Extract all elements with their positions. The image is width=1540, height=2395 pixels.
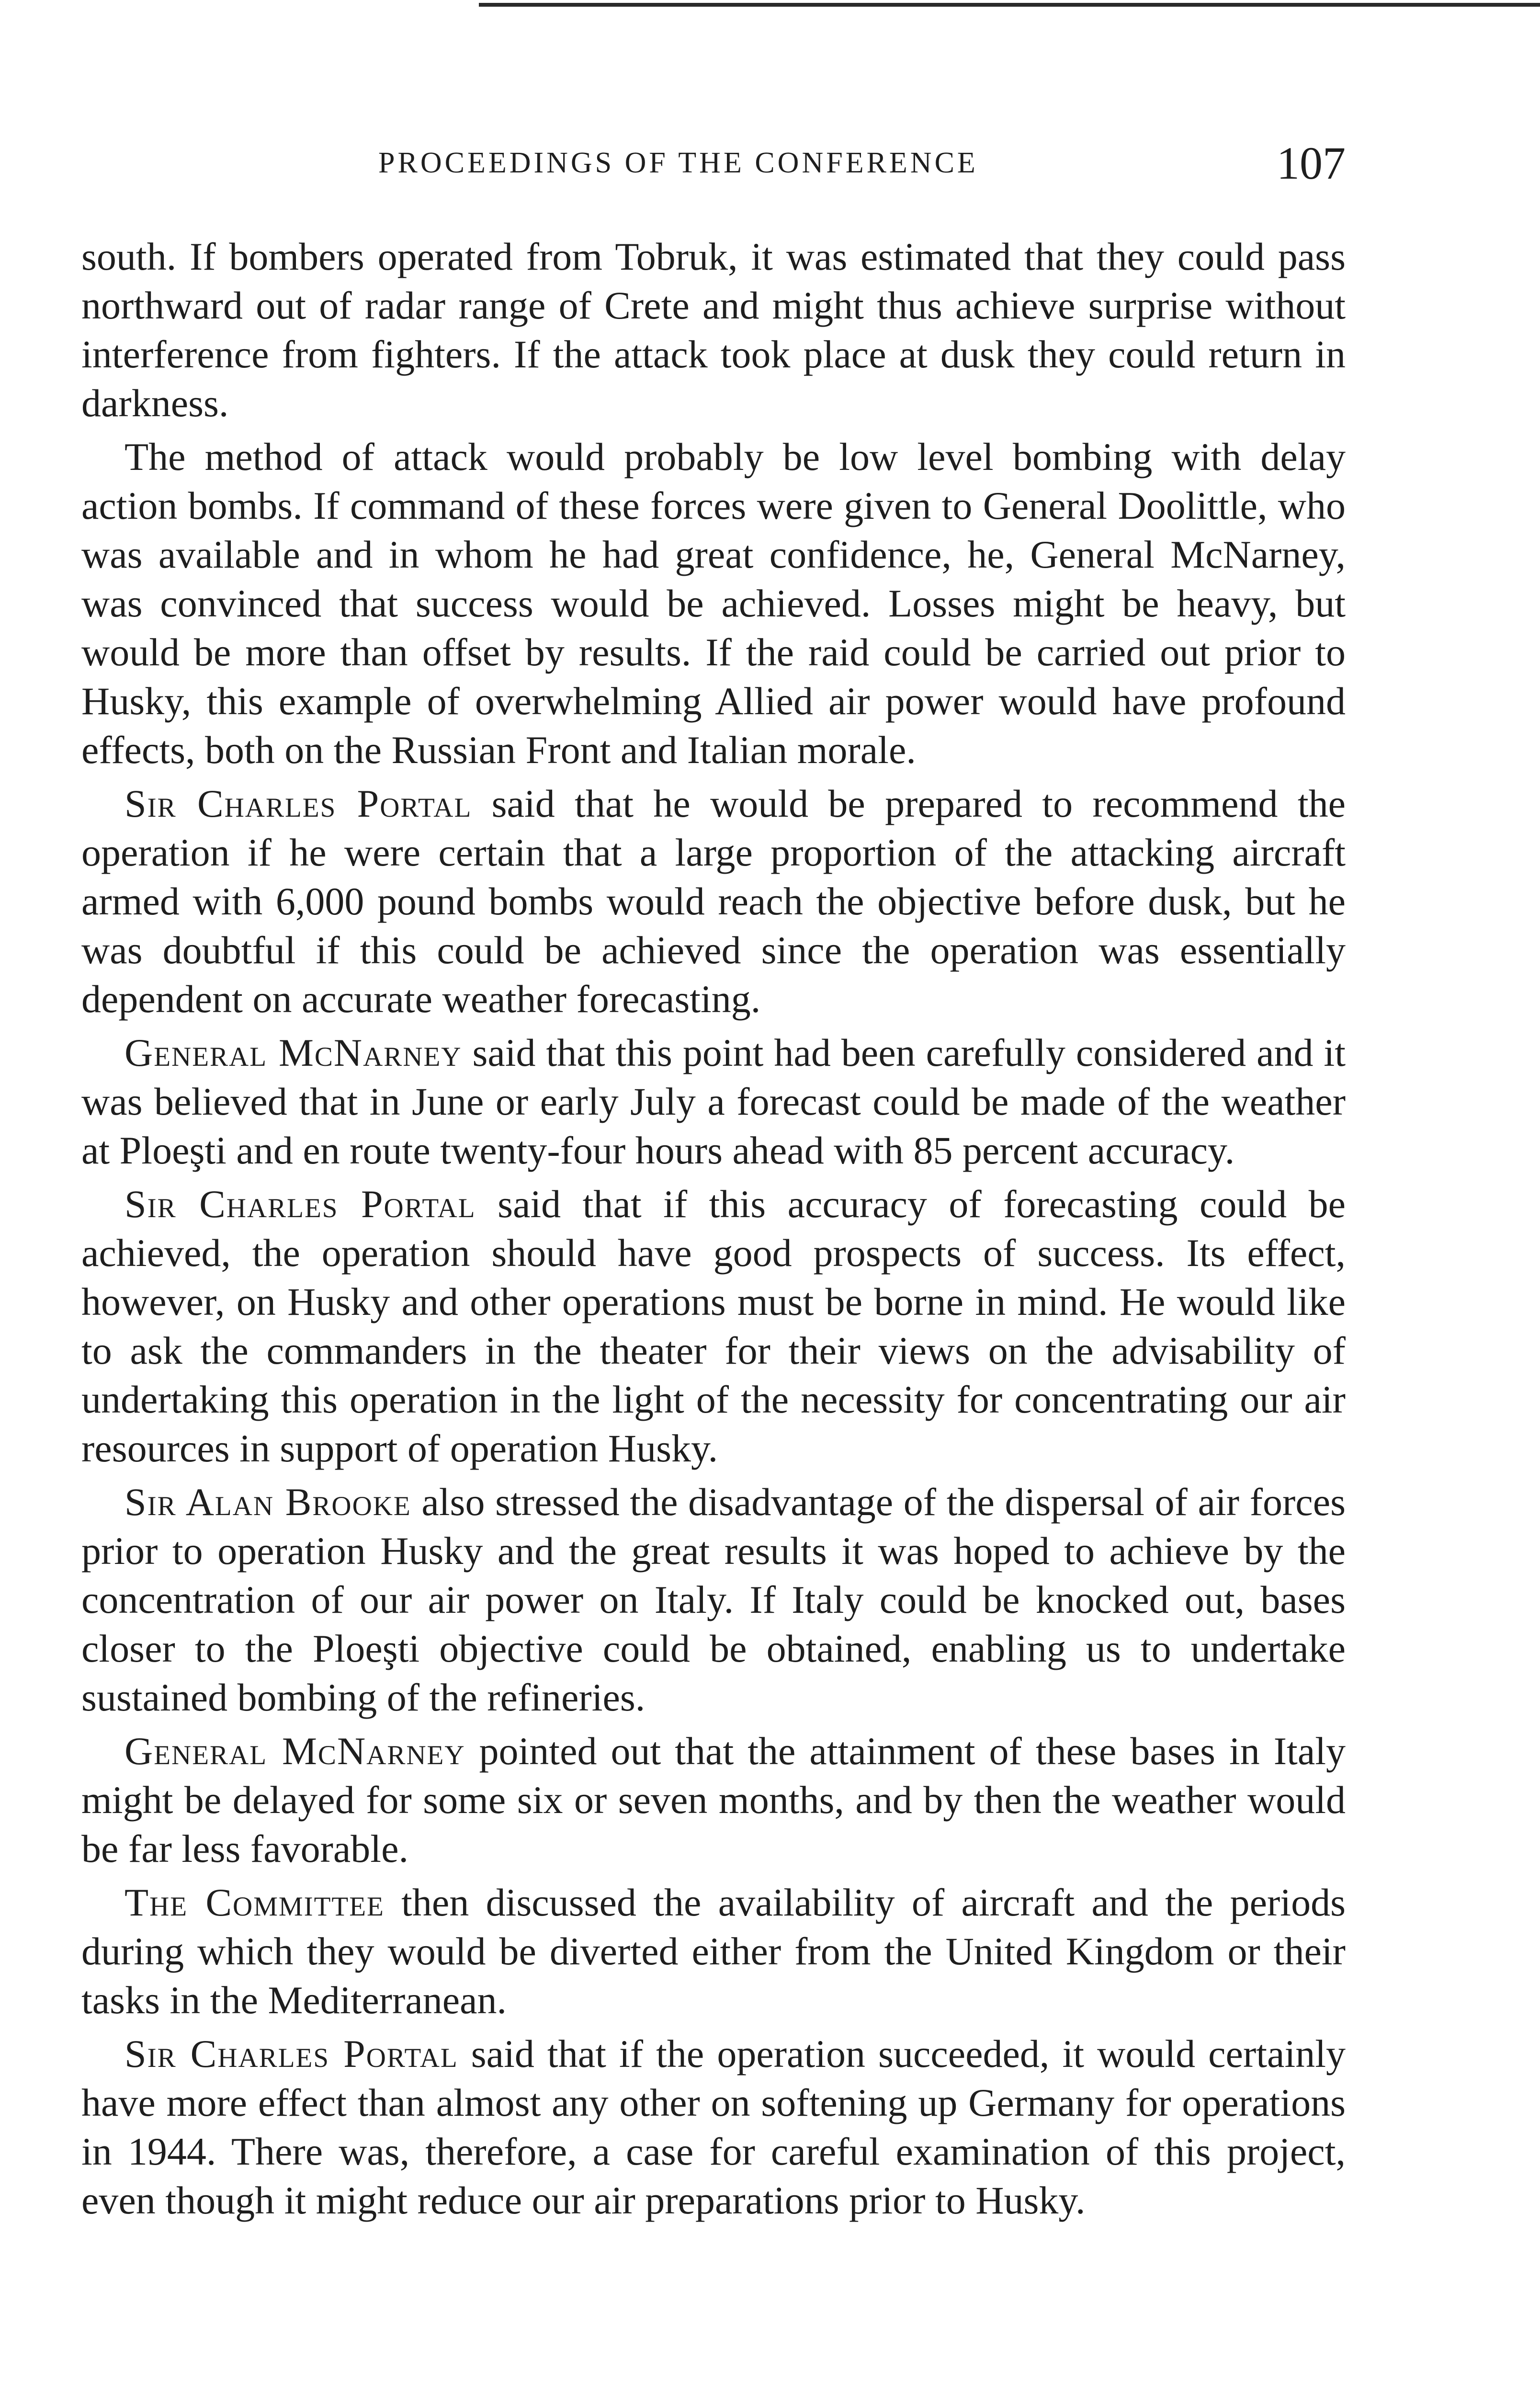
paragraph-6 [81, 1478, 1346, 1722]
speaker-name: Sir Charles Portal [125, 2032, 458, 2076]
paragraph-text: said that this point had been carefully considered and it was believed that in June or early July a forecast could be made of the weather at Ploeşti and en route twenty-four hours ahead with 85 percent accuracy. [81, 1031, 1346, 1172]
speaker-name: General McNarney [125, 1031, 462, 1074]
paragraph-4 [81, 1028, 1346, 1175]
paragraph-9 [81, 2030, 1346, 2225]
paragraph-2 [81, 433, 1346, 775]
paragraph-8 [81, 1878, 1346, 2025]
paragraph-text: then discussed the availability of aircraft and the periods during which they would be diverted either from the United Kingdom or their tasks in the Mediterranean. [81, 1881, 1346, 2022]
paragraph-text: pointed out that the attainment of these bases in Italy might be delayed for some six or seven months, and by then the weather would be far less favorable. [81, 1729, 1346, 1870]
paragraph-7 [81, 1727, 1346, 1873]
paragraph-1 [81, 232, 1346, 428]
paragraph-text: said that if the operation succeeded, it would certainly have more effect than almost any other on softening up Germany for operations in 1944. There was, therefore, a case for careful examination of this project, even though it might reduce our air preparations prior to Husky. [81, 2032, 1346, 2222]
top-rule [479, 3, 1540, 7]
paragraph-text: south. If bombers operated from Tobruk, it was estimated that they could pass northward out of radar range of Crete and might thus achieve surprise without interference from fighters. If the attack took place at dusk they could return in darkness. [81, 235, 1346, 425]
speaker-name: The Committee [125, 1881, 385, 1924]
page-number: 107 [1277, 137, 1346, 189]
speaker-name: Sir Charles Portal [125, 782, 472, 825]
paragraph-text: The method of attack would probably be low level bombing with delay action bombs. If command of these forces were given to General Doolittle, who was available and in whom he had great confidence, he, General McNarney, was convinced that success would be achieved. Losses might be heavy, but would be more than offset by results. If the raid could be carried out prior to Husky, this example of overwhelming Allied air power would have profound effects, both on the Russian Front and Italian morale. [81, 435, 1346, 772]
running-head: PROCEEDINGS OF THE CONFERENCE [378, 147, 978, 179]
paragraph-text: said that if this accuracy of forecasting could be achieved, the operation should have good prospects of success. Its effect, however, on Husky and other operations must be borne in mind. He would like to ask the commanders in the theater for their views on the advisability of undertaking this operation in the light of the necessity for concentrating our air resources in support of operation Husky. [81, 1182, 1346, 1470]
paragraph-3 [81, 779, 1346, 1024]
paragraph-5 [81, 1180, 1346, 1473]
speaker-name: Sir Charles Portal [125, 1182, 476, 1226]
speaker-name: Sir Alan Brooke [125, 1480, 411, 1524]
paragraph-text: also stressed the disadvantage of the dispersal of air forces prior to operation Husky and the great results it was hoped to achieve by the concentration of our air power on Italy. If Italy could be knocked out, bases closer to the Ploeşti objective could be obtained, enabling us to undertake sustained bombing of the refineries. [81, 1480, 1346, 1719]
page-header [81, 137, 1346, 199]
speaker-name: General McNarney [125, 1729, 465, 1773]
paragraph-text: said that he would be prepared to recommend the operation if he were certain that a large proportion of the attacking aircraft armed with 6,000 pound bombs would reach the objective before dusk, but he was doubtful if this could be achieved since the operation was essentially dependent on accurate weather forecasting. [81, 782, 1346, 1021]
body-text [81, 232, 1346, 2230]
